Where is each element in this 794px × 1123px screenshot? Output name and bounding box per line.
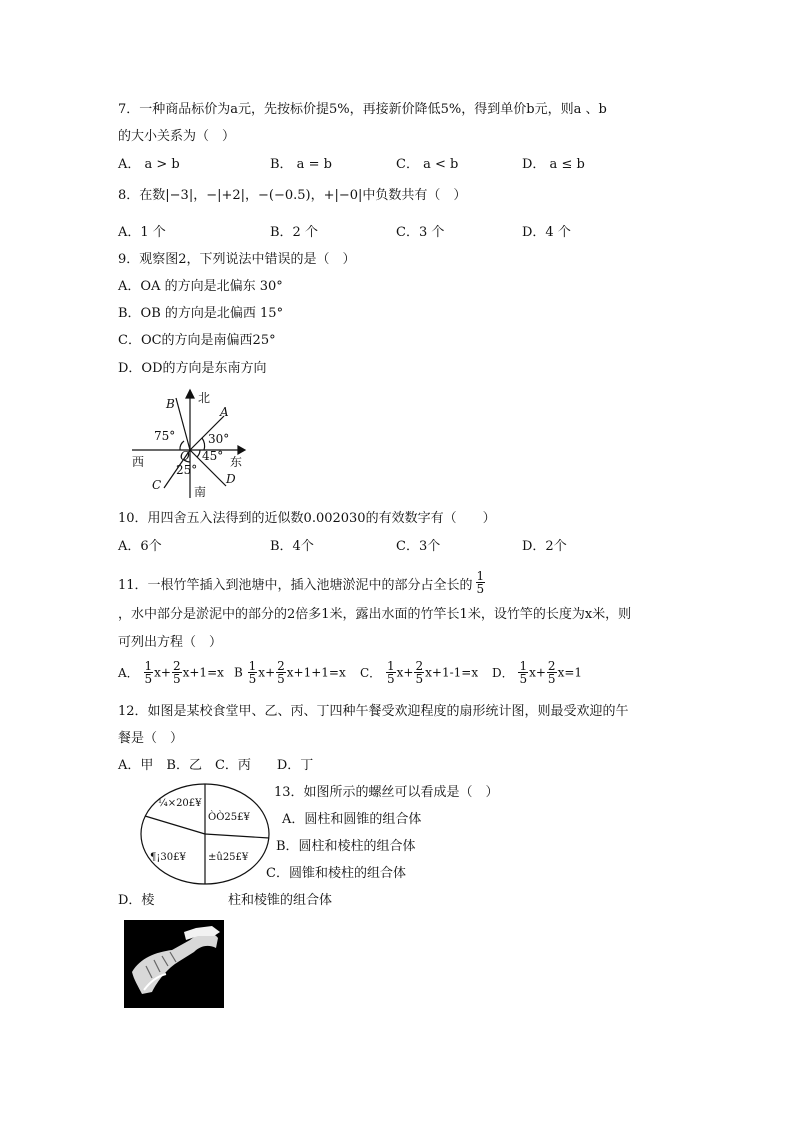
label-d: D (226, 472, 236, 486)
q10-option-a[interactable]: A．6个 (118, 539, 162, 554)
pie-label-yi: ÒÒ25£¥ (208, 812, 250, 823)
q10-option-d[interactable]: D．2个 (522, 539, 567, 554)
q8-stem: 8．在数|−3|，−|+2|，−(−0.5)，+|−0|中负数共有（ ） (118, 188, 467, 203)
frac-num: 2 (547, 659, 556, 673)
q11-d-label: D． (492, 666, 514, 680)
label-b: B (166, 397, 175, 411)
q11-fraction (476, 570, 486, 595)
pie-chart (138, 782, 274, 888)
north-arrowhead (186, 390, 194, 398)
q10-option-b[interactable]: B．4个 (270, 539, 314, 554)
q13-option-c[interactable]: C．圆锥和棱柱的组合体 (266, 866, 406, 881)
east-arrowhead (238, 446, 245, 454)
frac-num: 1 (248, 659, 257, 673)
label-west: 西 (132, 455, 145, 469)
frac-num: 2 (172, 659, 181, 673)
q8-option-c[interactable]: C．3 个 (396, 225, 445, 240)
q11-option-c[interactable] (360, 660, 478, 685)
q9-option-d[interactable]: D．OD的方向是东南方向 (118, 361, 267, 376)
frac-num: 1 (144, 659, 153, 673)
q12-stem-line2: 餐是（ ） (118, 731, 184, 746)
frac-den: 5 (547, 672, 556, 686)
q7-option-a[interactable]: A． a > b (118, 157, 180, 172)
q8-option-b[interactable]: B．2 个 (270, 225, 318, 240)
q13-stem: 13．如图所示的螺丝可以看成是（ ） (274, 785, 499, 800)
frac-den: 5 (248, 672, 257, 686)
compass-figure (128, 388, 250, 500)
x-plus: x+ (396, 665, 414, 680)
q11-c-label: C． (360, 666, 382, 680)
q11-a-label: A． (118, 666, 139, 680)
label-30: 30° (208, 432, 230, 446)
q11-c-tail: x+1-1=x (425, 665, 479, 680)
q9-option-c[interactable]: C．OC的方向是南偏西25° (118, 333, 276, 348)
x-plus: x+ (529, 665, 546, 680)
q8-option-d[interactable]: D．4 个 (522, 225, 571, 240)
frac-den: 5 (144, 672, 153, 686)
q11-option-d[interactable] (492, 660, 582, 685)
q8-option-a[interactable]: A．1 个 (118, 225, 166, 240)
q11-stem-line3: 可列出方程（ ） (118, 635, 223, 650)
x-plus: x+ (154, 665, 171, 680)
label-south: 南 (194, 485, 207, 499)
q7-option-c[interactable]: C． a < b (396, 157, 459, 172)
q10-option-c[interactable]: C．3个 (396, 539, 441, 554)
x-plus: x+ (258, 665, 276, 680)
q11-stem-line2: ，水中部分是淤泥中的部分的2倍多1米，露出水面的竹竿长1米，设竹竿的长度为x米，则 (118, 607, 632, 622)
frac-num: 2 (277, 659, 285, 673)
label-a: A (220, 405, 229, 419)
pie-label-bing: ±û25£¥ (208, 852, 249, 863)
label-east: 东 (230, 455, 243, 469)
q13-option-b[interactable]: B．圆柱和棱柱的组合体 (276, 839, 416, 854)
q13-option-d-left[interactable]: D．棱 (118, 893, 155, 908)
pie-label-ding: ¶¡30£¥ (150, 852, 186, 863)
frac-den: 5 (519, 672, 528, 686)
q11-option-a[interactable] (118, 660, 224, 685)
label-45: 45° (202, 449, 224, 463)
q11-option-b[interactable] (234, 660, 346, 685)
q12-stem-line1: 12．如图是某校食堂甲、乙、丙、丁四种午餐受欢迎程度的扇形统计图，则最受欢迎的午 (118, 704, 629, 719)
q11-frac-num: 1 (476, 569, 485, 583)
q9-option-a[interactable]: A．OA 的方向是北偏东 30° (118, 279, 283, 294)
frac-den: 5 (387, 672, 395, 686)
q13-option-a[interactable]: A．圆柱和圆锥的组合体 (282, 812, 422, 827)
q11-b-tail: x+1+1=x (286, 665, 346, 680)
frac-num: 1 (519, 659, 528, 673)
frac-den: 5 (277, 672, 285, 686)
q9-stem: 9．观察图2，下列说法中错误的是（ ） (118, 252, 356, 267)
frac-num: 1 (387, 659, 395, 673)
q7-stem-line2: 的大小关系为（ ） (118, 129, 236, 144)
q7-stem-line1: 7．一种商品标价为a元，先按标价提5%，再接新价降低5%，得到单价b元，则a 、b (118, 102, 607, 117)
q12-options[interactable]: A．甲 B．乙 C．丙 D．丁 (118, 758, 314, 773)
frac-num: 2 (415, 659, 424, 673)
q11-d-tail: x=1 (557, 665, 583, 680)
q11-stem-text: 11．一根竹竿插入到池塘中，插入池塘淤泥中的部分占全长的 (118, 578, 473, 593)
arc-45 (197, 450, 200, 457)
q11-b-label: B (234, 665, 243, 680)
label-north: 北 (198, 391, 211, 405)
label-75: 75° (154, 429, 176, 443)
q11-frac-den: 5 (476, 582, 485, 596)
q11-stem-line1 (118, 570, 486, 595)
label-c: C (152, 478, 162, 492)
q13-option-d-right[interactable]: 柱和棱锥的组合体 (228, 893, 333, 908)
frac-den: 5 (172, 672, 181, 686)
q9-option-b[interactable]: B．OB 的方向是北偏西 15° (118, 306, 284, 321)
q7-option-d[interactable]: D． a ≤ b (522, 157, 585, 172)
label-o: O (180, 449, 190, 463)
q11-a-tail: x+1=x (182, 665, 224, 680)
label-25: 25° (176, 463, 198, 477)
frac-den: 5 (415, 672, 424, 686)
q7-option-b[interactable]: B． a = b (270, 157, 332, 172)
pie-label-jia: ¼×20£¥ (158, 798, 202, 809)
screw-image (124, 920, 224, 1008)
q10-stem: 10．用四舍五入法得到的近似数0.002030的有效数字有（ ） (118, 511, 496, 526)
